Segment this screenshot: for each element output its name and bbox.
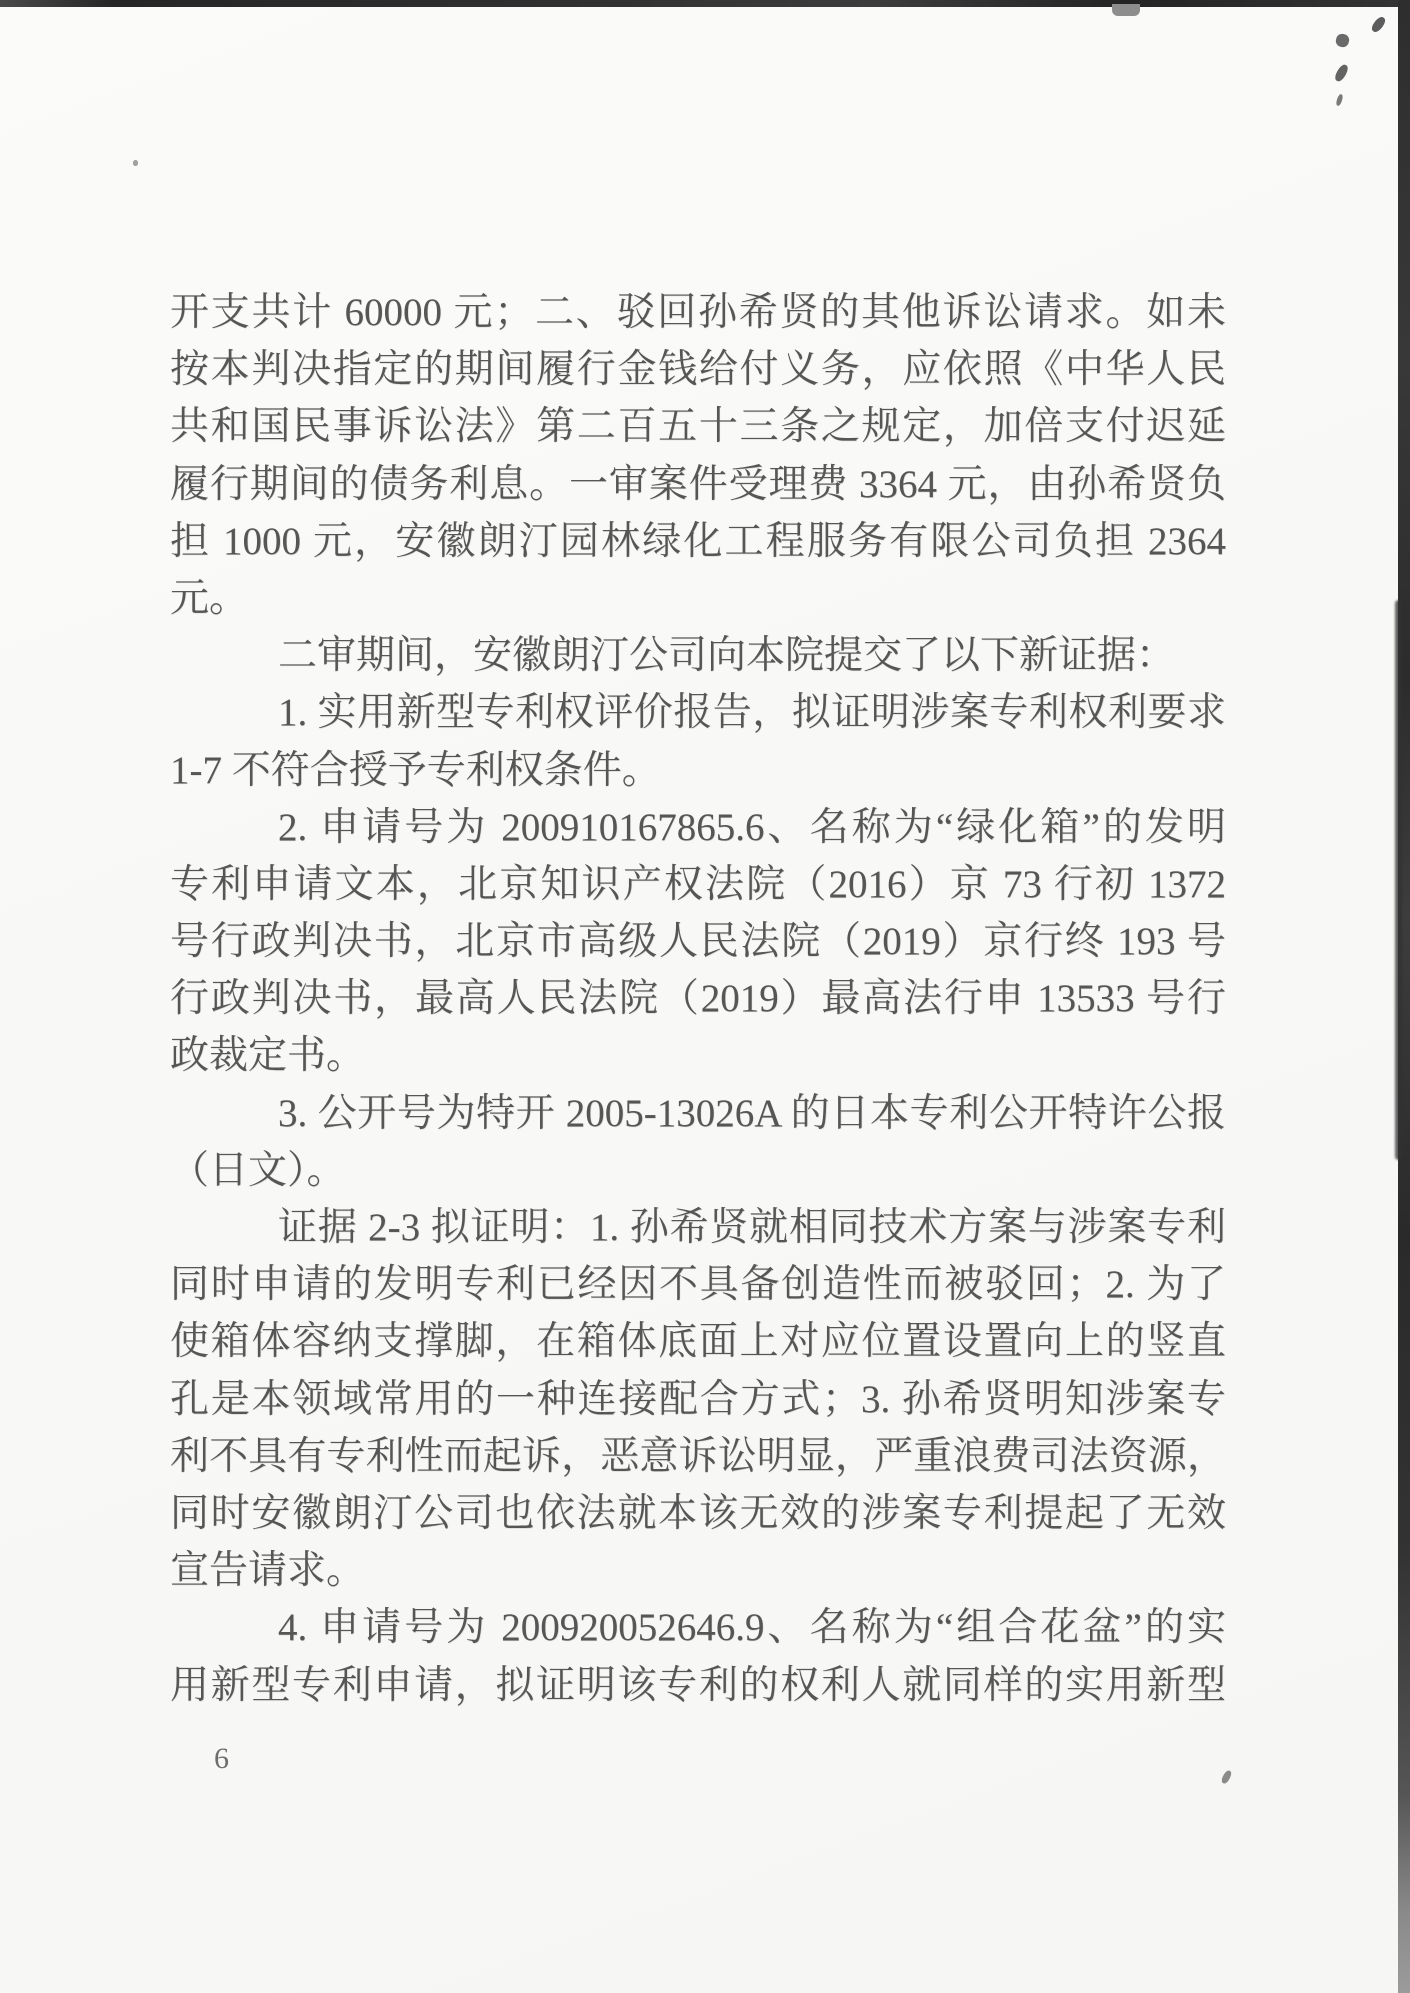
text-line: 担 1000 元，安徽朗汀园林绿化工程服务有限公司负担 2364 <box>170 519 1226 563</box>
text-line: 行政判决书，最高人民法院（2019）最高法行申 13533 号行 <box>170 977 1226 1021</box>
scan-top-edge <box>0 0 1410 7</box>
text-line: 利不具有专利性而起诉，恶意诉讼明显，严重浪费司法资源， <box>170 1434 1226 1478</box>
text-line: 共和国民事诉讼法》第二百五十三条之规定，加倍支付迟延 <box>170 405 1226 449</box>
text-line: 1-7 不符合授予专利权条件。 <box>170 748 661 792</box>
text-line: 号行政判决书，北京市高级人民法院（2019）京行终 193 号 <box>170 920 1226 964</box>
text-line: 孔是本领域常用的一种连接配合方式；3. 孙希贤明知涉案专 <box>170 1377 1226 1421</box>
text-line: 同时申请的发明专利已经因不具备创造性而被驳回；2. 为了 <box>170 1263 1226 1307</box>
text-line: 1. 实用新型专利权评价报告，拟证明涉案专利权利要求 <box>278 691 1226 735</box>
text-line: 二审期间，安徽朗汀公司向本院提交了以下新证据： <box>278 634 1176 678</box>
text-line: 4. 申请号为 200920052646.9、名称为“组合花盆”的实 <box>278 1606 1226 1650</box>
ink-speck <box>1335 33 1351 49</box>
ink-speck <box>133 160 138 166</box>
text-line: 按本判决指定的期间履行金钱给付义务，应依照《中华人民 <box>170 348 1226 392</box>
judgment-body-text <box>170 284 1226 1714</box>
ink-speck <box>1333 63 1350 83</box>
page-number: 6 <box>214 1742 229 1775</box>
text-line: 开支共计 60000 元；二、驳回孙希贤的其他诉讼请求。如未 <box>170 291 1226 334</box>
text-line: 专利申请文本，北京知识产权法院（2016）京 73 行初 1372 <box>170 862 1226 906</box>
text-line: 履行期间的债务利息。一审案件受理费 3364 元，由孙希贤负 <box>170 462 1226 506</box>
text-line: （日文）。 <box>170 1148 346 1192</box>
text-line: 3. 公开号为特开 2005-13026A 的日本专利公开特许公报 <box>278 1091 1226 1135</box>
text-line: 元。 <box>170 576 249 620</box>
text-line: 同时安徽朗汀公司也依法就本该无效的涉案专利提起了无效 <box>170 1491 1226 1535</box>
ink-speck <box>1220 1769 1233 1785</box>
text-line: 2. 申请号为 200910167865.6、名称为“绿化箱”的发明 <box>278 805 1226 849</box>
text-line: 证据 2-3 拟证明：1. 孙希贤就相同技术方案与涉案专利 <box>278 1206 1226 1249</box>
scan-right-edge-shadow <box>1395 600 1402 1160</box>
text-line: 政裁定书。 <box>170 1034 366 1078</box>
ink-speck <box>1335 94 1343 107</box>
text-line: 宣告请求。 <box>170 1549 366 1593</box>
scan-top-edge-bump <box>1112 4 1140 16</box>
ink-speck <box>1370 15 1388 34</box>
text-line: 用新型专利申请，拟证明该专利的权利人就同样的实用新型 <box>170 1663 1226 1707</box>
text-line: 使箱体容纳支撑脚，在箱体底面上对应位置设置向上的竖直 <box>170 1320 1226 1364</box>
